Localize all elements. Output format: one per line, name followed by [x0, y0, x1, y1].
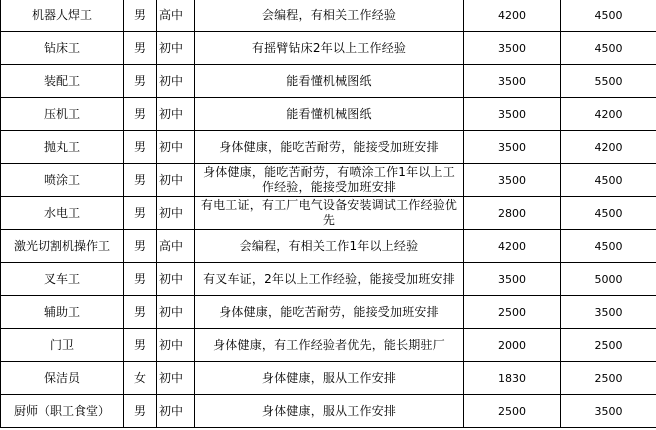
salary-min-cell: 1830: [464, 362, 561, 395]
table-row: [1, 131, 656, 164]
table-row: [1, 98, 656, 131]
salary-min-cell: 2500: [464, 296, 561, 329]
salary-min-cell: 4200: [464, 230, 561, 263]
table-row: [1, 230, 656, 263]
education-cell: 初中: [157, 131, 195, 164]
education-cell: 初中: [157, 65, 195, 98]
salary-max-cell: 4200: [561, 98, 656, 131]
requirements-cell: 身体健康，服从工作安排: [195, 395, 464, 428]
gender-cell: 男: [124, 395, 157, 428]
job-title-cell: 机器人焊工: [1, 0, 124, 32]
gender-cell: 男: [124, 263, 157, 296]
education-cell: 初中: [157, 362, 195, 395]
table-row: [1, 395, 656, 428]
job-title-cell: 辅助工: [1, 296, 124, 329]
job-title-cell: 厨师（职工食堂）: [1, 395, 124, 428]
education-cell: 初中: [157, 296, 195, 329]
job-title-cell: 抛丸工: [1, 131, 124, 164]
table-row: [1, 32, 656, 65]
salary-min-cell: 4200: [464, 0, 561, 32]
salary-min-cell: 2000: [464, 329, 561, 362]
job-title-cell: 喷涂工: [1, 164, 124, 197]
education-cell: 初中: [157, 263, 195, 296]
table-row: [1, 296, 656, 329]
salary-min-cell: 2500: [464, 395, 561, 428]
gender-cell: 男: [124, 329, 157, 362]
table-row: [1, 263, 656, 296]
salary-max-cell: 4500: [561, 0, 656, 32]
gender-cell: 男: [124, 230, 157, 263]
table-row: [1, 362, 656, 395]
salary-max-cell: 5500: [561, 65, 656, 98]
salary-min-cell: 3500: [464, 131, 561, 164]
gender-cell: 男: [124, 164, 157, 197]
education-cell: 初中: [157, 32, 195, 65]
salary-max-cell: 5000: [561, 263, 656, 296]
salary-min-cell: 3500: [464, 263, 561, 296]
table-row: [1, 0, 656, 32]
education-cell: 高中: [157, 230, 195, 263]
requirements-cell: 身体健康，能吃苦耐劳，能接受加班安排: [195, 296, 464, 329]
job-title-cell: 保洁员: [1, 362, 124, 395]
salary-min-cell: 3500: [464, 98, 561, 131]
table-row: [1, 164, 656, 197]
salary-max-cell: 4500: [561, 32, 656, 65]
requirements-cell: 能看懂机械图纸: [195, 98, 464, 131]
job-title-cell: 水电工: [1, 197, 124, 230]
job-title-cell: 激光切割机操作工: [1, 230, 124, 263]
gender-cell: 男: [124, 32, 157, 65]
education-cell: 初中: [157, 98, 195, 131]
education-cell: 初中: [157, 164, 195, 197]
salary-max-cell: 3500: [561, 296, 656, 329]
table-row: [1, 197, 656, 230]
requirements-cell: 有摇臂钻床2年以上工作经验: [195, 32, 464, 65]
salary-max-cell: 2500: [561, 329, 656, 362]
requirements-cell: 身体健康，有工作经验者优先，能长期驻厂: [195, 329, 464, 362]
education-cell: 高中: [157, 0, 195, 32]
salary-max-cell: 4500: [561, 230, 656, 263]
requirements-cell: 身体健康，能吃苦耐劳，有喷涂工作1年以上工作经验，能接受加班安排: [195, 164, 464, 197]
requirements-cell: 会编程，有相关工作经验: [195, 0, 464, 32]
salary-min-cell: 3500: [464, 65, 561, 98]
salary-min-cell: 3500: [464, 32, 561, 65]
gender-cell: 男: [124, 131, 157, 164]
requirements-cell: 有叉车证，2年以上工作经验，能接受加班安排: [195, 263, 464, 296]
salary-max-cell: 4200: [561, 131, 656, 164]
gender-cell: 女: [124, 362, 157, 395]
requirements-cell: 身体健康，能吃苦耐劳，能接受加班安排: [195, 131, 464, 164]
education-cell: 初中: [157, 197, 195, 230]
table-row: [1, 65, 656, 98]
requirements-cell: 身体健康，服从工作安排: [195, 362, 464, 395]
requirements-cell: 能看懂机械图纸: [195, 65, 464, 98]
salary-max-cell: 4500: [561, 197, 656, 230]
gender-cell: 男: [124, 197, 157, 230]
job-title-cell: 装配工: [1, 65, 124, 98]
gender-cell: 男: [124, 65, 157, 98]
salary-max-cell: 4500: [561, 164, 656, 197]
salary-min-cell: 3500: [464, 164, 561, 197]
job-title-cell: 钻床工: [1, 32, 124, 65]
gender-cell: 男: [124, 98, 157, 131]
table-row: [1, 329, 656, 362]
job-title-cell: 门卫: [1, 329, 124, 362]
salary-min-cell: 2800: [464, 197, 561, 230]
education-cell: 初中: [157, 395, 195, 428]
education-cell: 初中: [157, 329, 195, 362]
gender-cell: 男: [124, 0, 157, 32]
salary-max-cell: 2500: [561, 362, 656, 395]
gender-cell: 男: [124, 296, 157, 329]
job-title-cell: 压机工: [1, 98, 124, 131]
requirements-cell: 有电工证，有工厂电气设备安装调试工作经验优先: [195, 197, 464, 230]
salary-max-cell: 3500: [561, 395, 656, 428]
job-title-cell: 叉车工: [1, 263, 124, 296]
requirements-cell: 会编程，有相关工作1年以上经验: [195, 230, 464, 263]
